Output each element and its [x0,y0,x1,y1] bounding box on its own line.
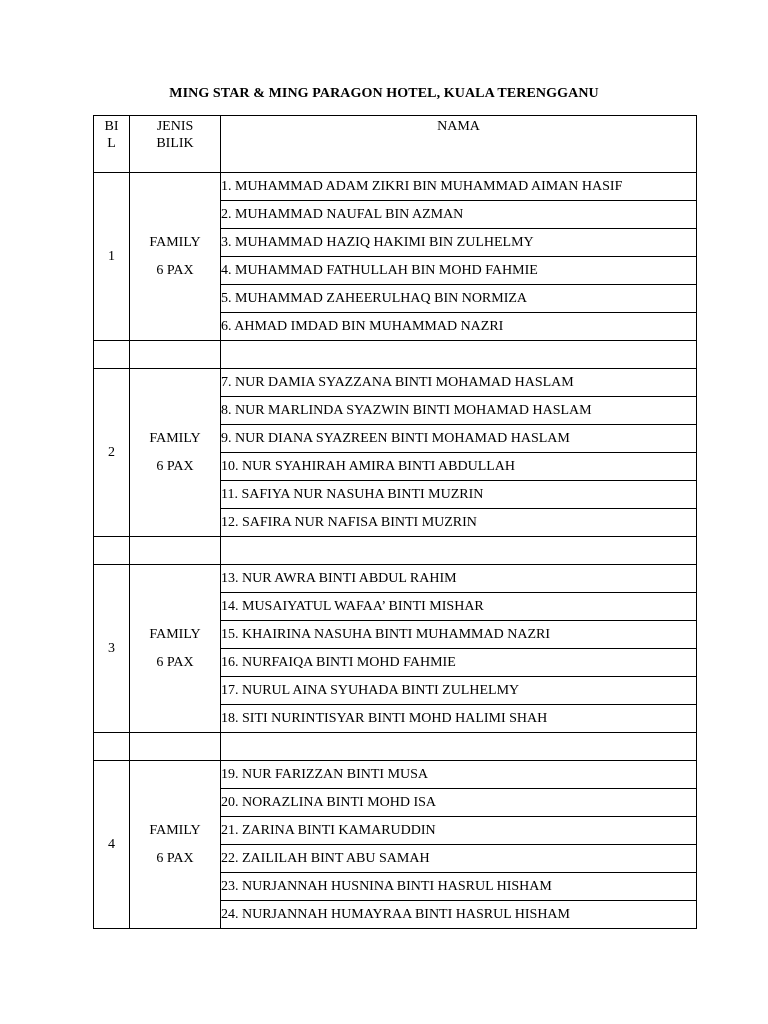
empty-cell [130,537,221,565]
guest-name: 4. MUHAMMAD FATHULLAH BIN MOHD FAHMIE [221,257,697,285]
guest-name: 10. NUR SYAHIRAH AMIRA BINTI ABDULLAH [221,453,697,481]
room-type [130,173,221,341]
guest-name: 11. SAFIYA NUR NASUHA BINTI MUZRIN [221,481,697,509]
header-jenis-bilik: JENIS BILIK [130,116,221,173]
room-type [130,761,221,929]
table-row [94,761,697,789]
guest-name: 9. NUR DIANA SYAZREEN BINTI MOHAMAD HASLAM [221,425,697,453]
room-number: 3 [94,565,130,733]
empty-cell [221,341,697,369]
document-title: MING STAR & MING PARAGON HOTEL, KUALA TERENGGANU [169,86,599,101]
room-type-label: FAMILY [149,822,201,838]
guest-name: 17. NURUL AINA SYUHADA BINTI ZULHELMY [221,677,697,705]
room-type [130,369,221,537]
room-allocation-table [93,115,697,929]
guest-name: 5. MUHAMMAD ZAHEERULHAQ BIN NORMIZA [221,285,697,313]
empty-cell [130,341,221,369]
spacer-row [94,341,697,369]
room-number: 4 [94,761,130,929]
guest-name: 12. SAFIRA NUR NAFISA BINTI MUZRIN [221,509,697,537]
guest-name: 23. NURJANNAH HUSNINA BINTI HASRUL HISHAM [221,873,697,901]
empty-cell [130,733,221,761]
room-pax-label: 6 PAX [156,850,194,866]
room-type-label: FAMILY [149,234,201,250]
guest-name: 15. KHAIRINA NASUHA BINTI MUHAMMAD NAZRI [221,621,697,649]
table-row [94,173,697,201]
room-pax-label: 6 PAX [156,654,194,670]
guest-name: 14. MUSAIYATUL WAFAA’ BINTI MISHAR [221,593,697,621]
guest-name: 20. NORAZLINA BINTI MOHD ISA [221,789,697,817]
room-number: 2 [94,369,130,537]
empty-cell [94,341,130,369]
guest-name: 24. NURJANNAH HUMAYRAA BINTI HASRUL HISHAM [221,901,697,929]
guest-name: 7. NUR DAMIA SYAZZANA BINTI MOHAMAD HASLAM [221,369,697,397]
table-header-row [94,116,697,173]
guest-name: 22. ZAILILAH BINT ABU SAMAH [221,845,697,873]
guest-name: 6. AHMAD IMDAD BIN MUHAMMAD NAZRI [221,313,697,341]
spacer-row [94,537,697,565]
empty-cell [94,733,130,761]
guest-name: 16. NURFAIQA BINTI MOHD FAHMIE [221,649,697,677]
guest-name: 3. MUHAMMAD HAZIQ HAKIMI BIN ZULHELMY [221,229,697,257]
guest-name: 8. NUR MARLINDA SYAZWIN BINTI MOHAMAD HASLAM [221,397,697,425]
empty-cell [94,537,130,565]
empty-cell [221,733,697,761]
guest-name: 18. SITI NURINTISYAR BINTI MOHD HALIMI SHAH [221,705,697,733]
room-type [130,565,221,733]
room-type-label: FAMILY [149,430,201,446]
room-pax-label: 6 PAX [156,458,194,474]
guest-name: 19. NUR FARIZZAN BINTI MUSA [221,761,697,789]
header-bil: BI L [94,116,130,173]
header-nama: NAMA [221,116,697,173]
empty-cell [221,537,697,565]
room-type-label: FAMILY [149,626,201,642]
table-row [94,369,697,397]
guest-name: 13. NUR AWRA BINTI ABDUL RAHIM [221,565,697,593]
spacer-row [94,733,697,761]
guest-name: 1. MUHAMMAD ADAM ZIKRI BIN MUHAMMAD AIMAN HASIF [221,173,697,201]
room-number: 1 [94,173,130,341]
room-pax-label: 6 PAX [156,262,194,278]
guest-name: 21. ZARINA BINTI KAMARUDDIN [221,817,697,845]
table-row [94,565,697,593]
guest-name: 2. MUHAMMAD NAUFAL BIN AZMAN [221,201,697,229]
